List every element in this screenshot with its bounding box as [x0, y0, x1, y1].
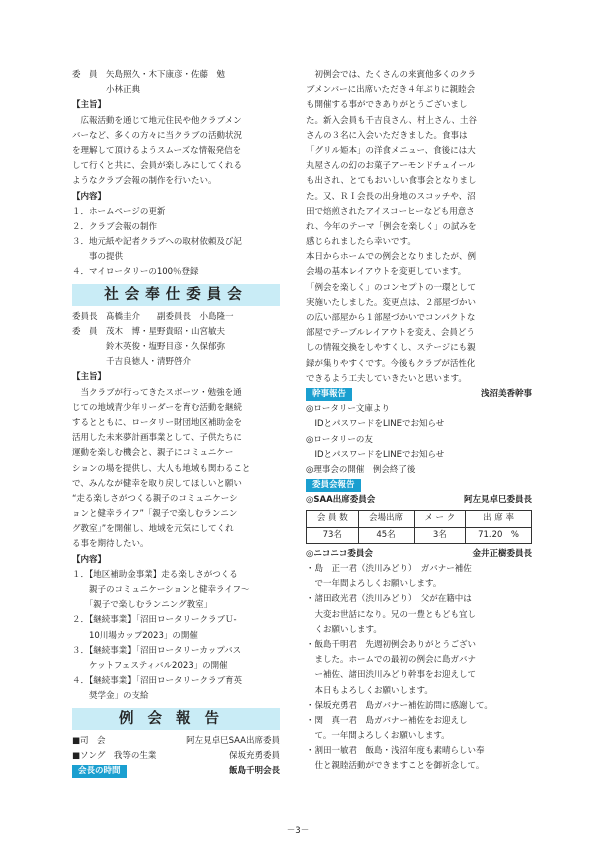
pr-committee-members [72, 68, 280, 98]
attendance-value-cell: 3名 [414, 527, 466, 543]
text-line: するとともに、ロータリー財団地区補助金を [72, 417, 243, 428]
text-line: 部屋でテーブルレイアウトを変え、会員どう [306, 328, 475, 339]
aim-heading: 【主旨】 [72, 100, 107, 111]
text-line: 「例会を楽しく」のコンセプトの一環として [306, 282, 477, 293]
member-line: 委 員 茂木 博・星野貴昭・山宮敏夫 [72, 326, 226, 337]
secretary-report-tag: 幹事報告 [306, 388, 352, 401]
text-line: 本日からホームでの例会となりましたが、例 [306, 252, 477, 263]
list-item: 「親子で楽しむランニング教室」 [72, 600, 213, 611]
secretary-report-row [306, 387, 532, 402]
niko-committee-chair: 金井正樹委員長 [472, 548, 532, 559]
secretary-report-text [306, 402, 532, 478]
attendance-table [306, 510, 532, 543]
text-line: さんの３名に入会いただきました。食事は [306, 130, 468, 141]
attendance-value-cell: 45名 [358, 527, 414, 543]
right-column [306, 68, 532, 775]
list-item: 事の提供 [72, 252, 124, 263]
list-item: IDとパスワードをLINEでお知らせ [306, 419, 445, 430]
list-item: 大変お世話になり。兄の一豊ともども宜し [306, 609, 477, 620]
list-item: ー補佐、諸田渋川みどり幹事をお迎えして [306, 670, 477, 681]
text-line: ションの場を提供し、大人も地域も関わること [72, 463, 251, 474]
list-item: ２．クラブ会報の制作 [72, 221, 158, 232]
list-item: １．【地区補助金事業】走る楽しさがつくる [72, 569, 238, 580]
list-item: 仕と親睦活動ができますことを御祈念して。 [306, 761, 485, 772]
list-item: ２．【継続事業】「沼田ロータリークラブＵ- [72, 615, 237, 626]
list-item: 奨学金」の支給 [72, 691, 149, 702]
text-line: 広報活動を通じて地元住民や他クラブメン [72, 115, 242, 126]
list-item: くお願いします。 [306, 624, 382, 635]
text-line: も出され、とてもおいしい食事会となりまし [306, 176, 477, 187]
chair-time-row [72, 764, 280, 779]
text-line: を理解して頂けるようスムーズな情報発信を [72, 145, 242, 156]
list-item: ・飯島千明君 先週初例会ありがとうござい [306, 639, 477, 650]
left-column [72, 68, 280, 779]
attendance-header-cell: 出 席 率 [466, 511, 532, 527]
text-line: して行くと共に、会員が楽しみにしてくれる [72, 161, 243, 172]
text-line: た。新入会員も千吉良さん、村上さん、土谷 [306, 115, 478, 126]
committee-report-tag: 委員会報告 [306, 479, 361, 492]
text-line: “走る楽しさがつくる親子のコミュニケーシ [72, 493, 238, 504]
text-line: 田で焙煎されたアイスコーヒーなども用意さ [306, 206, 475, 217]
list-item: ケットフェスティバル2023」の開催 [72, 660, 228, 671]
list-item: ・割田一敏君 飯島・浅沼年度も素晴らしい奉 [306, 746, 485, 757]
text-line: た。又、ＲＩ会長の出身地のスコッチや、沼 [306, 191, 476, 202]
text-line: バーなど、多くの方々に当クラブの活動状況 [72, 130, 243, 141]
social-aim-text [72, 386, 280, 553]
saa-committee-row [306, 493, 532, 508]
song-label: ■ソング 我等の生業 [72, 750, 157, 761]
text-line: 録が集りやすくです。今後もクラブが活性化 [306, 358, 476, 369]
text-line: ブメンバーに出席いただき４年ぶりに親睦会 [306, 85, 476, 96]
niko-committee-title: ◎ニコニコ委員会 [306, 548, 373, 559]
text-line: で、みんなが健幸を取り戻してほしいと願い [72, 478, 242, 489]
list-item: IDとパスワードをLINEでお知らせ [306, 449, 445, 460]
text-line: ョンと健幸ライフ”「親子で楽しむランニン [72, 509, 238, 520]
text-line: 会場の基本レイアウトを変更しています。 [306, 267, 467, 278]
list-item: で一年間よろしくお願いします。 [306, 579, 442, 590]
song-name: 保坂充勇委員 [228, 750, 280, 761]
member-line: 小林正典 [72, 85, 141, 96]
attendance-header-row [307, 511, 532, 527]
attendance-value-cell: 71.20 % [466, 527, 532, 543]
saa-committee-chair: 阿左見卓巳委員長 [463, 495, 532, 506]
text-line: ようなクラブ会報の制作を行いたい。 [72, 176, 217, 187]
member-line: 千吉良徳人・清野啓介 [72, 357, 192, 368]
committee-report-row [306, 478, 532, 493]
list-item: １．ホームページの更新 [72, 206, 166, 217]
list-item: ３．【継続事業】「沼田ロータリーカップバス [72, 645, 242, 656]
text-line: 当クラブが行ってきたスポーツ・勉強を通 [72, 387, 242, 398]
meeting-report-title: 例会報告 [72, 708, 280, 730]
attendance-value-row [307, 527, 532, 543]
niko-committee-row [306, 547, 532, 562]
aim-heading: 【主旨】 [72, 372, 107, 383]
list-item: ◎理事会の開催 例会終了後 [306, 464, 416, 475]
emcee-label: ■司 会 [72, 735, 106, 746]
text-line: の広い部屋から１部屋づかいでコンパクトな [306, 313, 476, 323]
text-line: 感じられましたら幸いです。 [306, 237, 416, 248]
text-line: れ、今年のテーマ「例会を楽しく」の試みを [306, 221, 477, 232]
list-item: 本日もよろしくお願いします。 [306, 685, 433, 696]
chair-name: 飯島千明会長 [228, 765, 280, 776]
content-heading: 【内容】 [72, 554, 107, 565]
text-line: 「グリル姫本」の洋食メニュー、食後には大 [306, 145, 476, 156]
content-heading: 【内容】 [72, 191, 107, 202]
secretary-name: 浅沼美香幹事 [480, 388, 532, 399]
member-line: 委員長 髙橋圭介 副委員長 小島隆一 [72, 311, 234, 322]
list-item: ・島 正一君（渋川みどり） ガバナー補佐 [306, 564, 472, 575]
chair-time-tag: 会長の時間 [72, 765, 127, 778]
list-item: ました。ホームでの最初の例会に島ガバナ [306, 655, 477, 666]
chair-message-text [306, 68, 532, 387]
page-number: －3－ [286, 826, 310, 836]
saa-committee-title: ◎SAA出席委員会 [306, 495, 376, 506]
social-committee-members [72, 310, 280, 371]
list-item: ３．地元紙や記者クラブへの取材依頼及び記 [72, 237, 242, 248]
attendance-header-cell: 会 員 数 [307, 511, 359, 527]
social-service-committee-title: 社会奉仕委員会 [72, 284, 280, 306]
text-line: 活用した未来夢計画事業として、子供たちに [72, 433, 242, 444]
member-line: 鈴木英俊・塩野目彦・久保郁弥 [72, 342, 226, 352]
text-line: できるよう工夫していきたいと思います。 [306, 373, 467, 384]
list-item: て。一年間よろしくお願いします。 [306, 731, 450, 742]
attendance-value-cell: 73名 [307, 527, 359, 543]
pr-aim-text [72, 114, 280, 190]
attendance-header-cell: 会場出席 [358, 511, 414, 527]
text-line: 実施いたしました。変更点は、２部屋づかい [306, 297, 477, 308]
list-item: 10川場カップ2023」の開催 [72, 630, 198, 641]
list-item: ４．マイロータリーの100％登録 [72, 267, 199, 278]
list-item: ◎ロータリー文庫より [306, 404, 390, 415]
song-row [72, 749, 280, 764]
text-line: 丸屋さんの幻のお菓子アーモンドチュイール [306, 161, 476, 172]
list-item: ・保坂充勇君 島ガバナー補佐訪問に感謝して。 [306, 700, 493, 711]
text-line: 初例会では、たくさんの来賓他多くのクラ [306, 70, 477, 80]
text-line: じての地域青少年リーダーを育む活動を継続 [72, 402, 243, 413]
text-line: る事を期待したい。 [72, 539, 149, 550]
emcee-name: 阿左見卓巳SAA出席委員 [186, 735, 280, 746]
pr-content-list [72, 205, 280, 281]
list-item: ・諸田政光君（渋川みどり） 父が在籍中は [306, 594, 472, 605]
text-line: も開催する事ができありがとうございまし [306, 100, 468, 111]
text-line: しの情報交換をしやすくし、ステージにも親 [306, 343, 476, 354]
text-line: 運動を楽しむ機会と、親子にコミュニケー [72, 448, 234, 459]
member-line: 委 員 矢島照久・木下康彦・佐藤 勉 [72, 70, 226, 80]
social-content-list [72, 568, 280, 705]
niko-messages [306, 562, 532, 775]
list-item: ・関 真一君 島ガバナー補佐をお迎えし [306, 715, 468, 726]
attendance-header-cell: メ ー ク [414, 511, 466, 527]
list-item: ◎ロータリーの友 [306, 434, 373, 445]
list-item: ４．【継続事業】「沼田ロータリークラブ育英 [72, 676, 243, 687]
emcee-row [72, 734, 280, 749]
list-item: 親子のコミュニケーションと健幸ライフ～ [72, 585, 250, 595]
text-line: グ教室」”を開催し、地域を元気にしてくれ [72, 524, 234, 535]
